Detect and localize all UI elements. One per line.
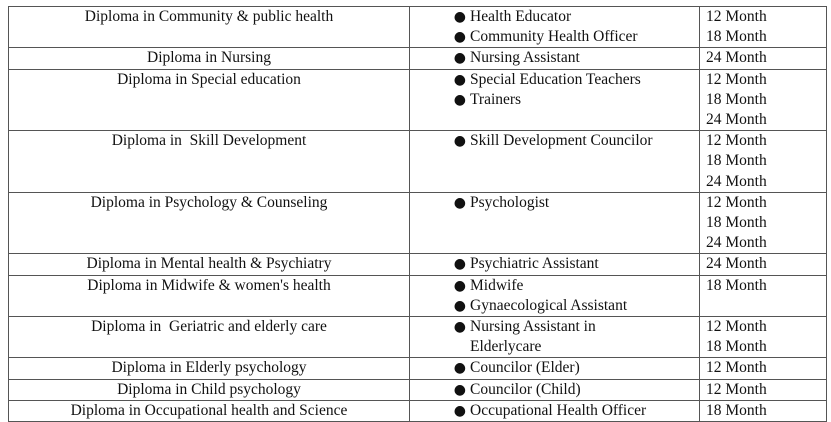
- diploma-name-cell: [9, 48, 410, 69]
- table-row: [9, 317, 827, 358]
- table-row: [9, 131, 827, 193]
- duration: 18 Month: [706, 276, 767, 294]
- duration: 12 Month: [706, 318, 767, 336]
- duration-cell: [700, 358, 827, 379]
- duration: 12 Month: [706, 193, 767, 211]
- career-item: [410, 70, 699, 90]
- bullet-icon: ●: [453, 91, 466, 108]
- duration: 12 Month: [706, 380, 767, 398]
- bullet-icon: ●: [453, 71, 466, 88]
- duration: 12 Month: [706, 359, 767, 377]
- diploma-name-cell: [9, 192, 410, 254]
- duration-cell: [700, 192, 827, 254]
- duration: 24 Month: [706, 172, 767, 190]
- table-row: [9, 254, 827, 275]
- diploma-name: Diploma in Midwife & women's health: [87, 276, 331, 294]
- duration-cell: [700, 254, 827, 275]
- duration-cell: [700, 400, 827, 421]
- bullet-icon: ●: [453, 360, 466, 377]
- duration: 12 Month: [706, 132, 767, 150]
- careers-cell: [410, 254, 700, 275]
- bullet-icon: ●: [453, 297, 466, 314]
- career-item: [410, 193, 699, 213]
- bullet-icon: ●: [453, 133, 466, 150]
- career-name: Health Educator: [470, 8, 572, 25]
- duration: 18 Month: [706, 90, 767, 108]
- career-item: [410, 90, 699, 110]
- table-row: [9, 379, 827, 400]
- duration: 18 Month: [706, 338, 767, 356]
- career-item: [410, 380, 699, 400]
- duration: 24 Month: [706, 255, 767, 273]
- career-item: [410, 358, 699, 378]
- bullet-icon: ●: [453, 29, 466, 46]
- diploma-name: Diploma in Skill Development: [111, 132, 307, 150]
- career-item: [410, 48, 699, 68]
- duration-cell: [700, 131, 827, 193]
- careers-cell: [410, 69, 700, 131]
- bullet-icon: ●: [453, 277, 466, 294]
- bullet-icon: ●: [453, 50, 466, 67]
- diploma-name: Diploma in Special education: [117, 70, 301, 88]
- career-name: Skill Development Councilor: [470, 132, 653, 150]
- bullet-icon: ●: [453, 194, 466, 211]
- duration: 18 Month: [706, 401, 767, 419]
- careers-cell: [410, 400, 700, 421]
- duration-cell: [700, 379, 827, 400]
- diploma-name: Diploma in Child psychology: [117, 380, 301, 398]
- duration-cell: [700, 275, 827, 316]
- career-name: Councilor (Elder): [470, 359, 580, 377]
- table-row: [9, 7, 827, 48]
- diploma-name-cell: [9, 358, 410, 379]
- table-row: [9, 192, 827, 254]
- diploma-name-cell: [9, 131, 410, 193]
- career-name: Psychologist: [470, 193, 550, 211]
- career-name: Occupational Health Officer: [470, 401, 647, 419]
- careers-cell: [410, 7, 700, 48]
- diploma-name: Diploma in Geriatric and elderly care: [91, 318, 327, 336]
- duration-cell: [700, 7, 827, 48]
- duration: 12 Month: [706, 70, 767, 88]
- diploma-name-cell: [9, 400, 410, 421]
- duration: 24 Month: [706, 49, 767, 67]
- bullet-icon: ●: [453, 381, 466, 398]
- careers-cell: [410, 379, 700, 400]
- career-item: [410, 317, 699, 357]
- diploma-name-cell: [9, 69, 410, 131]
- careers-cell: [410, 358, 700, 379]
- career-name: Special Education Teachers: [470, 70, 641, 88]
- careers-cell: [410, 48, 700, 69]
- career-name: Trainers: [470, 90, 522, 108]
- career-item: [410, 401, 699, 421]
- diploma-name-cell: [9, 379, 410, 400]
- diploma-name: Diploma in Mental health & Psychiatry: [86, 255, 332, 273]
- career-item: [410, 131, 699, 151]
- duration-cell: [700, 48, 827, 69]
- bullet-icon: ●: [453, 319, 466, 336]
- diploma-name: Diploma in Community & public health: [84, 8, 334, 25]
- diploma-courses-table: [8, 6, 827, 422]
- career-name: Midwife: [470, 276, 524, 294]
- table-row: [9, 48, 827, 69]
- careers-cell: [410, 131, 700, 193]
- diploma-name: Diploma in Psychology & Counseling: [90, 193, 328, 211]
- duration-cell: [700, 317, 827, 358]
- bullet-icon: ●: [453, 402, 466, 419]
- table-row: [9, 275, 827, 316]
- diploma-name: Diploma in Nursing: [147, 49, 271, 67]
- duration: 24 Month: [706, 111, 767, 129]
- duration-cell: [700, 69, 827, 131]
- diploma-name-cell: [9, 275, 410, 316]
- duration: 18 Month: [706, 214, 767, 232]
- bullet-icon: ●: [453, 256, 466, 273]
- career-name: Psychiatric Assistant: [470, 255, 599, 273]
- diploma-name-cell: [9, 317, 410, 358]
- table-row: [9, 69, 827, 131]
- diploma-name-cell: [9, 254, 410, 275]
- bullet-icon: ●: [453, 9, 466, 25]
- diploma-name: Diploma in Elderly psychology: [111, 359, 307, 377]
- career-item: [410, 276, 699, 296]
- careers-cell: [410, 275, 700, 316]
- diploma-name: Diploma in Occupational health and Science: [70, 401, 348, 419]
- career-item: [410, 254, 699, 274]
- career-name: Community Health Officer: [470, 28, 638, 46]
- career-name: Nursing Assistant: [470, 49, 580, 67]
- career-item: [410, 7, 699, 27]
- diploma-name-cell: [9, 7, 410, 48]
- career-item: [410, 296, 699, 316]
- career-name: Nursing Assistant in Elderlycare: [470, 318, 596, 356]
- table-row: [9, 400, 827, 421]
- careers-cell: [410, 317, 700, 358]
- career-name: Gynaecological Assistant: [470, 296, 628, 314]
- duration: 24 Month: [706, 234, 767, 252]
- table-row: [9, 358, 827, 379]
- duration: 18 Month: [706, 152, 767, 170]
- duration: 12 Month: [706, 8, 767, 25]
- careers-cell: [410, 192, 700, 254]
- career-name: Councilor (Child): [470, 380, 581, 398]
- career-item: [410, 27, 699, 47]
- duration: 18 Month: [706, 28, 767, 46]
